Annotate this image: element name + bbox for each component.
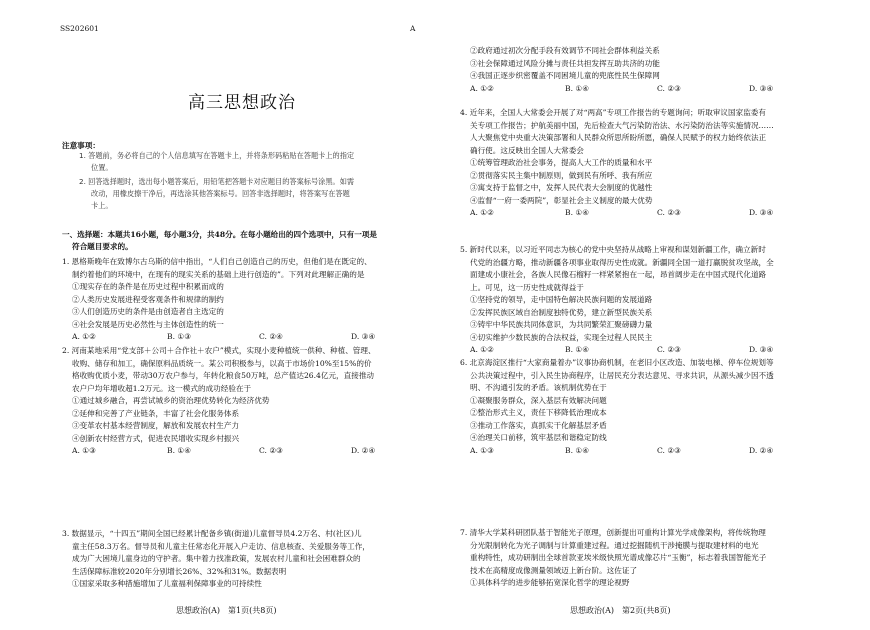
- exam-code: SS202601: [60, 24, 99, 33]
- note-line: 改动，用橡皮擦干净后，再选涂其他答案标号。回答非选择题时，将答案写在答题: [91, 189, 350, 198]
- page-footer: 思想政治(A) 第1页(共8页): [176, 606, 277, 615]
- note-line: 位置。: [91, 163, 113, 172]
- exam-page-2: ②政府通过初次分配手段有效调节不同社会群体利益关系 ③社会保障通过风险分摊与责任共担发挥互助共济的功能 ④我国正逐步织密覆盖不同困境儿童的兜底性民生保障网 A. ①② B. ①④ C. ②③ D. ③④ 4. 近年来，全国人大常委会开展了对“两高”专项工作报告的专题询问；听取审议国家监委有 关专项工作报告；护航美丽中国，先后检查大气污染防治法、水污染防治法等实施情况…… 人大聚焦党中央重大决策部署和人民群众所思所盼所愿，确保人民赋予的权力始终依法正 确行使。这反映出全国人大常委会 ①统筹管理政治社会事务，提高人大工作的质量和水平 ②贯彻落实民主集中制原则，做到民有所呼、我有所应 ③寓支持于监督之中，发挥人民代表大会制度的优越性 ④监督“一府一委两院”，彰显社会主义制度的最大优势 A. ①② B. ①④ C. ②③ D. ③④ 5. 新时代以来，以习近平同志为核心的党中央坚持从战略上审视和谋划新疆工作，确立新时 代党的治疆方略，推动新疆各项事业取得历史性成就。新疆同全国一道打赢脱贫攻坚战，全 面建成小康社会，各族人民像石榴籽一样紧紧抱在一起，昂首阔步走在中国式现代化道路 上。可见，这一历史性成就得益于 ①坚持党的领导，走中国特色解决民族问题的发展道路 ②发挥民族区域自治制度独特优势，建立新型民族关系 ③铸牢中华民族共同体意识，为共同繁荣汇聚磅礴力量 ④切实维护少数民族的合法权益，实现全过程人民民主 A. ①② B. ①④ C. ②③ D. ③④ 6. 北京海淀区推行“大家商量着办”议事协商机制，在老旧小区改造、加装电梯、停车位规划等 公共决策过程中，引入民生协商程序，让居民充分表达意见、寻求共识，从源头减少因不透 明、不沟通引发的矛盾。该机制优势在于 ①凝聚服务群众，深入基层有效解决问题 ②整治形式主义，责任下移降低治理成本 ③推动工作落实，真抓实干化解基层矛盾 ④治理关口前移，筑牢基层和谐稳定防线 A. ①③ B. ①④ C. ②③ D. ②④ 7. 清华大学某科研团队基于智能光子原理，创新提出可重构计算光学成像架构，将传统物理 分光限制转化为光子调制与计算重建过程。通过挖掘随机干涉掩膜与提取建材料的电光 重构特性，成功研制出全球首款亚埃米级快照光谱成像芯片“玉衡”，标志着我国智能光子 技术在高精度成像测量领域迈上新台阶。这佐证了 ①具体科学的进步能够拓宽深化哲学的理论视野 思想政治(A) 第2页(共8页): [460, 46, 774, 615]
- page-footer: 思想政治(A) 第2页(共8页): [570, 606, 671, 615]
- note-line: 1. 答题前，务必将自己的个人信息填写在答题卡上，并将条形码粘贴在答题卡上的指定: [79, 151, 355, 160]
- notes-title: 注意事项：: [62, 141, 100, 150]
- note-line: 2. 回答选择题时，选出每小题答案后，用铅笔把答题卡对应题目的答案标号涂黑。如需: [79, 177, 355, 186]
- exam-page-1: SS202601 A 高三思想政治 注意事项： 1. 答题前，务必将自己的个人信息填写在答题卡上，并将条形码粘贴在答题卡上的指定 位置。 2. 回答选择题时，选出每小题答案后，用铅笔把答题卡对应题目的答案标号涂黑。如需 改动，用橡皮擦干净后，再选涂其他答案标号。回答非选择题时，将答案写在答题 卡上。 一、选择题：本题共16小题，每小题3分，共48分。在每小题给出的四个选项中，只有一项是 符合题目要求的。 1. 恩格斯晚年在致博尔古乌斯的信中指出，“人们自己创造自己的历史，但他们是在既定的、 制约着他们的环境中，在现有的现实关系的基础上进行创造的”。下列对此理解正确的是 ①现实存在的条件是在历史过程中积累而成的 ②人类历史发展进程受客观条件和规律的制约 ③人们创造历史的条件是由创造者自主选定的 ④社会发展是历史必然性与主体创造性的统一 A. ①② B. ①③ C. ②④ D. ③④ 2. 河南某地采用“党支部＋公司＋合作社＋农户”模式，实现小麦种植统一供种、种植、管理、 收购、储存和加工，确保原料品质统一。某公司积极参与，以高于市场价10%至15%的价 格收购优质小麦，带动30万农户参与，年转化粮食50万吨，总产值达26.4亿元，直接推动 农户户均年增收超1.2万元。这一模式的成功经验在于 ①通过城乡融合，再尝试城乡的资治理优势转化为经济优势 ②延伸和完善了产业链条，丰富了社会化服务体系 ③变革农村基本经营制度，解放和发展农村生产力 ④创新农村经营方式，促进农民增收实现乡村振兴 A. ①③ B. ①④ C. ②③ D. ②④ 3. 数据显示，“十四五”期间全国已经累计配备乡镇(街道)儿童督导员4.2万名、村(社区)儿 童主任58.3万名。督导员和儿童主任常态化开展入户走访、信息核查、关爱服务等工作， 成为广大困境儿童身边的守护者。集中着力找准政策，发展农村儿童和社会困难群众的 生活保障标准较2020年分别增长26%、32%和31%。数据表明 ①国家采取多种措施增加了儿童福利保障事业的可持续性 思想政治(A) 第1页(共8页): [60, 24, 416, 615]
- note-line: 卡上。: [91, 201, 113, 210]
- paper-version-mark: A: [410, 24, 416, 33]
- page-title: 高三思想政治: [188, 93, 296, 113]
